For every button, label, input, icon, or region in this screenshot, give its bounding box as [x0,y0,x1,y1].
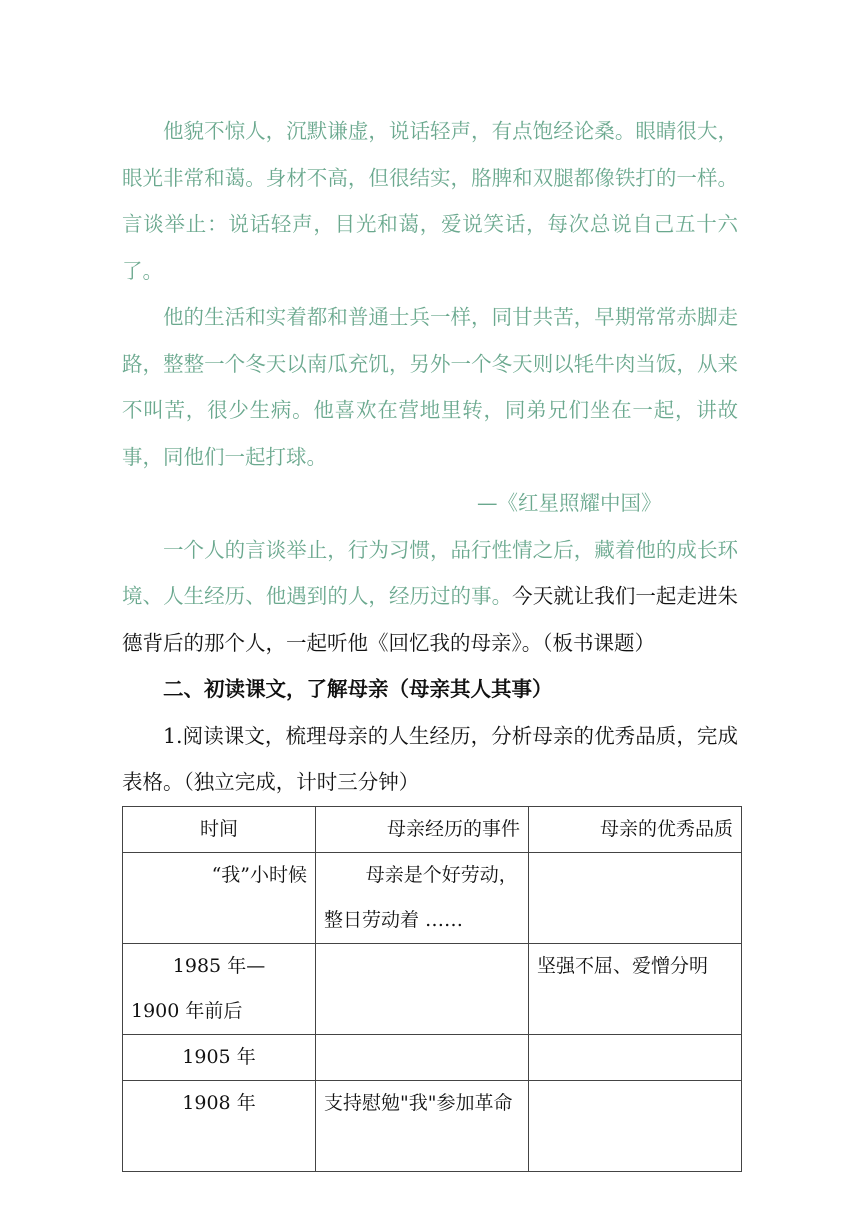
cell-time: “我”小时候 [123,852,316,943]
table-header-row [123,806,742,852]
mother-experience-table [122,806,742,1172]
cell-event: 母亲是个好劳动，整日劳动着 …… [316,852,529,943]
cell-time: 1985 年—1900 年前后 [123,943,316,1034]
header-quality: 母亲的优秀品质 [529,806,742,852]
task-instruction: 1.阅读课文，梳理母亲的人生经历，分析母亲的优秀品质，完成表格。（独立完成，计时三分钟） [122,723,738,794]
document-body [122,108,738,1172]
table-row [123,852,742,943]
header-time: 时间 [123,806,316,852]
cell-time: 1905 年 [123,1034,316,1080]
cell-quality: 坚强不屈、爱憎分明 [529,943,742,1034]
cell-time: 1908 年 [123,1080,316,1171]
quote-paragraph-lifestyle: 他的生活和实着都和普通士兵一样，同甘共苦，早期常常赤脚走路，整整一个冬天以南瓜充饥，另外一个冬天则以牦牛肉当饭，从来不叫苦，很少生病。他喜欢在营地里转，同弟兄们坐在一起，讲故事，同他们一起打球。 [122,305,738,469]
table-row [123,1034,742,1080]
cell-quality [529,852,742,943]
quote-source: —《红星照耀中国》 [477,491,662,515]
intro-green-text: 一个人的言谈举止，行为习惯，品行性情之后，藏着他的成长环境、人生经历、他遇到的人，经历过的事。 [122,537,738,608]
cell-quality [529,1034,742,1080]
intro-black-text: 今天就让我们一起走进朱德背后的那个人，一起听他《回忆我的母亲》。（板书课题） [122,584,739,655]
cell-quality [529,1080,742,1171]
cell-event: 支持慰勉"我"参加革命 [316,1080,529,1171]
quote-paragraph-appearance: 他貌不惊人，沉默谦虚，说话轻声，有点饱经论桑。眼睛很大，眼光非常和蔼。身材不高，但很结实，胳脾和双腿都像铁打的一样。言谈举止：说话轻声，目光和蔼，爱说笑话，每次总说自己五十六了。 [122,119,738,283]
cell-event [316,943,529,1034]
intro-paragraph [122,527,738,667]
table-row [123,943,742,1034]
table-row [123,1080,742,1171]
cell-event [316,1034,529,1080]
header-event: 母亲经历的事件 [316,806,529,852]
section-heading: 二、初读课文，了解母亲（母亲其人其事） [163,677,553,701]
